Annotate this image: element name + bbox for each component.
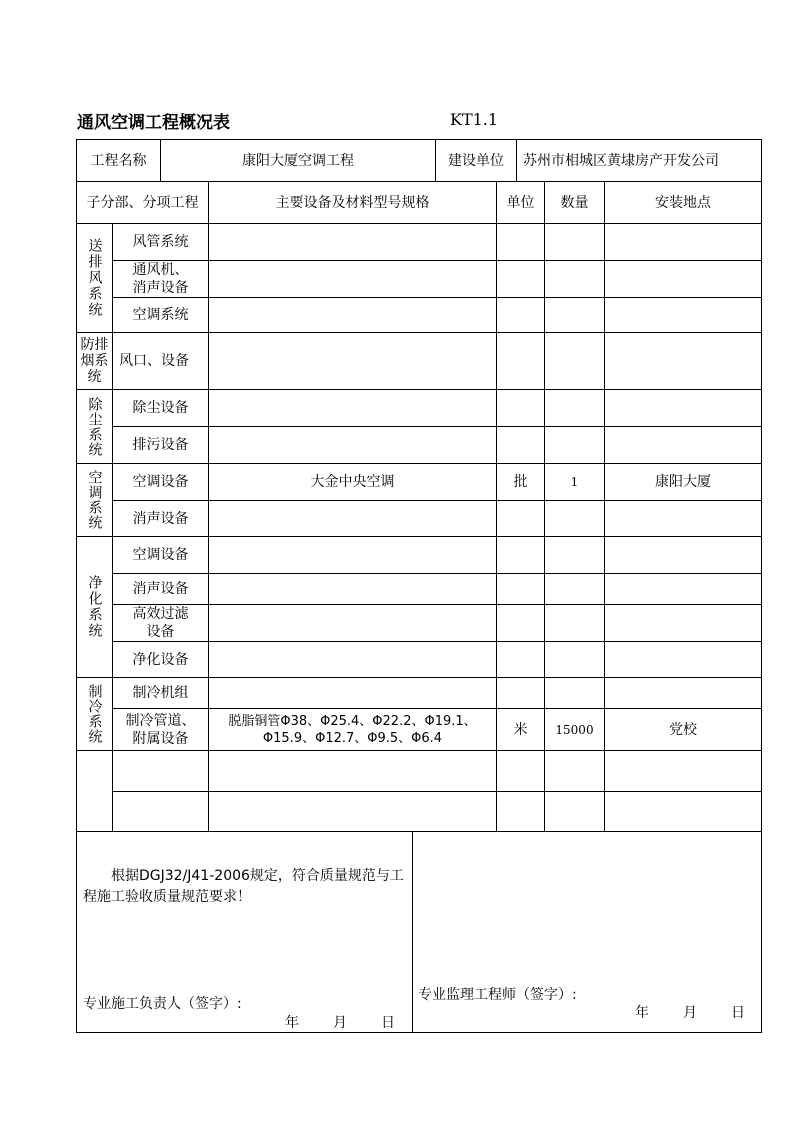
spec-cell: 脱脂铜管Φ38、Φ25.4、Φ22.2、Φ19.1、Φ15.9、Φ12.7、Φ9.5、Φ6.4 bbox=[208, 708, 497, 751]
qty-cell bbox=[544, 750, 605, 792]
group-label: 送排风系统 bbox=[76, 223, 113, 333]
qty-cell bbox=[544, 260, 605, 298]
group-label: 防排烟系统 bbox=[76, 332, 113, 390]
spec-cell bbox=[208, 260, 497, 298]
location-cell bbox=[604, 641, 762, 678]
item-label: 除尘设备 bbox=[112, 389, 209, 427]
form-table bbox=[76, 139, 762, 1033]
item-label: 制冷机组 bbox=[112, 677, 209, 709]
blank-cell bbox=[112, 791, 209, 832]
form-title: 通风空调工程概况表 bbox=[77, 113, 230, 133]
unit-cell bbox=[496, 604, 545, 642]
unit-cell bbox=[496, 750, 545, 792]
unit-cell bbox=[496, 573, 545, 605]
qty-cell bbox=[544, 536, 605, 574]
month-label: 月 bbox=[683, 1005, 697, 1021]
spec-cell bbox=[208, 641, 497, 678]
qty-cell bbox=[544, 677, 605, 709]
day-label: 日 bbox=[731, 1005, 745, 1021]
construction-sign-label: 专业施工负责人（签字）: bbox=[83, 996, 242, 1012]
item-label: 空调设备 bbox=[112, 536, 209, 574]
compliance-note: 根据DGJ32/J41-2006规定，符合质量规范与工程施工验收质量规范要求！ bbox=[83, 868, 404, 905]
item-label: 排污设备 bbox=[112, 426, 209, 464]
project-name-label: 工程名称 bbox=[76, 139, 161, 182]
spec-cell bbox=[208, 500, 497, 537]
spec-cell bbox=[208, 750, 497, 792]
project-name-value: 康阳大厦空调工程 bbox=[160, 139, 436, 182]
item-label: 通风机、消声设备 bbox=[112, 260, 209, 298]
location-cell bbox=[604, 426, 762, 464]
item-label: 高效过滤设备 bbox=[112, 604, 209, 642]
month-label: 月 bbox=[333, 1015, 347, 1031]
year-label: 年 bbox=[285, 1015, 299, 1031]
unit-cell bbox=[496, 677, 545, 709]
spec-cell bbox=[208, 573, 497, 605]
unit-cell bbox=[496, 641, 545, 678]
spec-cell bbox=[208, 332, 497, 390]
spec-cell bbox=[208, 223, 497, 261]
col-sub-item: 子分部、分项工程 bbox=[76, 181, 209, 224]
owner-label: 建设单位 bbox=[435, 139, 517, 182]
supervisor-sign-label: 专业监理工程师（签字）: bbox=[418, 987, 577, 1003]
item-label: 风口、设备 bbox=[112, 332, 209, 390]
item-label: 消声设备 bbox=[112, 573, 209, 605]
group-label: 制冷系统 bbox=[76, 677, 113, 751]
unit-cell bbox=[496, 536, 545, 574]
qty-cell bbox=[544, 389, 605, 427]
day-label: 日 bbox=[381, 1015, 395, 1031]
qty-cell bbox=[544, 223, 605, 261]
col-unit: 单位 bbox=[496, 181, 545, 224]
spec-cell bbox=[208, 677, 497, 709]
location-cell bbox=[604, 573, 762, 605]
supervisor-date bbox=[635, 1004, 745, 1022]
unit-cell: 米 bbox=[496, 708, 545, 751]
construction-note-cell bbox=[76, 831, 413, 1033]
item-label: 制冷管道、附属设备 bbox=[112, 708, 209, 751]
supervisor-cell bbox=[412, 831, 762, 1033]
spec-cell: 大金中央空调 bbox=[208, 463, 497, 501]
unit-cell bbox=[496, 332, 545, 390]
location-cell: 党校 bbox=[604, 708, 762, 751]
form-code: KT1.1 bbox=[450, 110, 499, 129]
spec-cell bbox=[208, 297, 497, 333]
unit-cell bbox=[496, 389, 545, 427]
location-cell bbox=[604, 536, 762, 574]
construction-date bbox=[285, 1014, 395, 1032]
location-cell bbox=[604, 604, 762, 642]
blank-cell bbox=[112, 750, 209, 792]
spec-cell bbox=[208, 426, 497, 464]
unit-cell bbox=[496, 260, 545, 298]
location-cell: 康阳大厦 bbox=[604, 463, 762, 501]
blank-cell bbox=[76, 750, 113, 832]
location-cell bbox=[604, 260, 762, 298]
qty-cell: 15000 bbox=[544, 708, 605, 751]
location-cell bbox=[604, 791, 762, 832]
location-cell bbox=[604, 500, 762, 537]
location-cell bbox=[604, 297, 762, 333]
qty-cell bbox=[544, 641, 605, 678]
spec-cell bbox=[208, 604, 497, 642]
group-label: 净化系统 bbox=[76, 536, 113, 678]
item-label: 空调系统 bbox=[112, 297, 209, 333]
qty-cell bbox=[544, 426, 605, 464]
unit-cell bbox=[496, 426, 545, 464]
qty-cell: 1 bbox=[544, 463, 605, 501]
qty-cell bbox=[544, 604, 605, 642]
group-label: 除尘系统 bbox=[76, 389, 113, 464]
unit-cell bbox=[496, 223, 545, 261]
location-cell bbox=[604, 223, 762, 261]
unit-cell bbox=[496, 297, 545, 333]
item-label: 风管系统 bbox=[112, 223, 209, 261]
unit-cell: 批 bbox=[496, 463, 545, 501]
qty-cell bbox=[544, 573, 605, 605]
unit-cell bbox=[496, 500, 545, 537]
location-cell bbox=[604, 750, 762, 792]
group-label: 空调系统 bbox=[76, 463, 113, 537]
item-label: 净化设备 bbox=[112, 641, 209, 678]
item-label: 消声设备 bbox=[112, 500, 209, 537]
spec-cell bbox=[208, 389, 497, 427]
spec-cell bbox=[208, 791, 497, 832]
qty-cell bbox=[544, 332, 605, 390]
spec-cell bbox=[208, 536, 497, 574]
qty-cell bbox=[544, 791, 605, 832]
location-cell bbox=[604, 332, 762, 390]
unit-cell bbox=[496, 791, 545, 832]
year-label: 年 bbox=[635, 1005, 649, 1021]
owner-value: 苏州市相城区黄埭房产开发公司 bbox=[516, 139, 762, 182]
location-cell bbox=[604, 389, 762, 427]
item-label: 空调设备 bbox=[112, 463, 209, 501]
col-location: 安装地点 bbox=[604, 181, 762, 224]
col-spec: 主要设备及材料型号规格 bbox=[208, 181, 497, 224]
col-qty: 数量 bbox=[544, 181, 605, 224]
qty-cell bbox=[544, 500, 605, 537]
location-cell bbox=[604, 677, 762, 709]
qty-cell bbox=[544, 297, 605, 333]
